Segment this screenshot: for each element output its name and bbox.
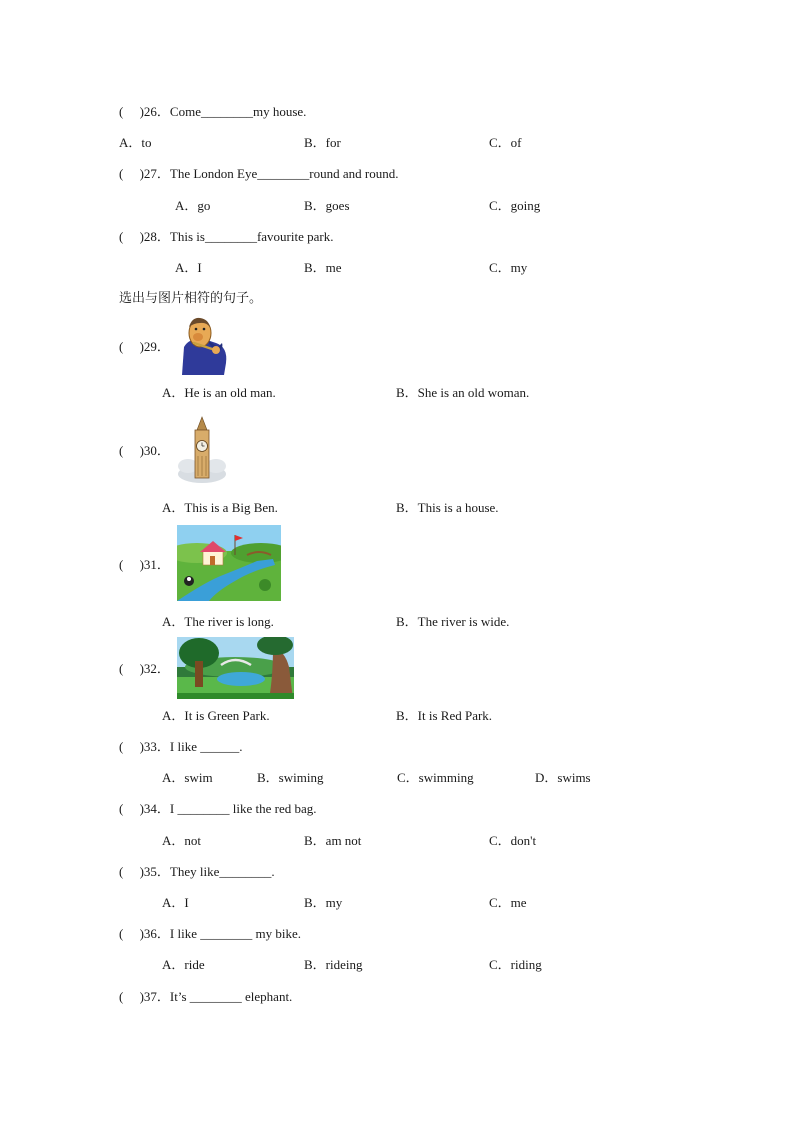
q27-option-b: B．goes — [304, 198, 350, 213]
q35-option-a: A．I — [162, 895, 189, 910]
q26-option-b: B．for — [304, 135, 341, 150]
question-27-stem: ( )27．The London Eye________round and round. — [119, 166, 399, 181]
old-man-picture — [176, 313, 230, 375]
question-26-stem: ( )26．Come________my house. — [119, 104, 307, 119]
q28-option-a: A．I — [175, 260, 202, 275]
question-30-stem: ( )30． — [119, 443, 170, 458]
q33-option-a: A．swim — [162, 770, 213, 785]
question-28-stem: ( )28．This is________favourite park. — [119, 229, 334, 244]
q27-option-c: C．going — [489, 198, 541, 213]
q34-option-a: A．not — [162, 833, 202, 848]
question-31-stem: ( )31． — [119, 557, 170, 572]
q31-option-a: A．The river is long. — [162, 614, 274, 629]
question-32-stem: ( )32． — [119, 661, 170, 676]
q36-option-b: B．rideing — [304, 957, 363, 972]
q28-option-c: C．my — [489, 260, 528, 275]
section-heading: 选出与图片相符的句子。 — [119, 291, 263, 306]
q32-option-a: A．It is Green Park. — [162, 708, 270, 723]
question-36-stem: ( )36．I like ________ my bike. — [119, 926, 301, 941]
q32-option-b: B．It is Red Park. — [396, 708, 493, 723]
q36-option-a: A．ride — [162, 957, 205, 972]
q31-option-b: B．The river is wide. — [396, 614, 510, 629]
q34-option-c: C．don't — [489, 833, 537, 848]
q30-option-a: A．This is a Big Ben. — [162, 500, 278, 515]
q28-option-b: B．me — [304, 260, 342, 275]
q35-option-b: B．my — [304, 895, 343, 910]
q36-option-c: C．riding — [489, 957, 542, 972]
question-29-stem: ( )29． — [119, 339, 170, 354]
q33-option-c: C．swimming — [397, 770, 474, 785]
q35-option-c: C．me — [489, 895, 527, 910]
question-33-stem: ( )33．I like ______. — [119, 739, 243, 754]
question-35-stem: ( )35．They like________. — [119, 864, 275, 879]
q29-option-b: B．She is an old woman. — [396, 385, 530, 400]
q34-option-b: B．am not — [304, 833, 362, 848]
river-landscape-picture — [177, 525, 281, 601]
question-34-stem: ( )34．I ________ like the red bag. — [119, 801, 317, 816]
q33-option-d: D．swims — [535, 770, 591, 785]
q26-option-c: C．of — [489, 135, 522, 150]
question-37-stem: ( )37．It’s ________ elephant. — [119, 989, 293, 1004]
green-park-picture — [177, 637, 294, 699]
q26-option-a: A．to — [119, 135, 152, 150]
q33-option-b: B．swiming — [257, 770, 324, 785]
q27-option-a: A．go — [175, 198, 211, 213]
q30-option-b: B．This is a house. — [396, 500, 499, 515]
big-ben-picture — [176, 416, 228, 484]
q29-option-a: A．He is an old man. — [162, 385, 276, 400]
